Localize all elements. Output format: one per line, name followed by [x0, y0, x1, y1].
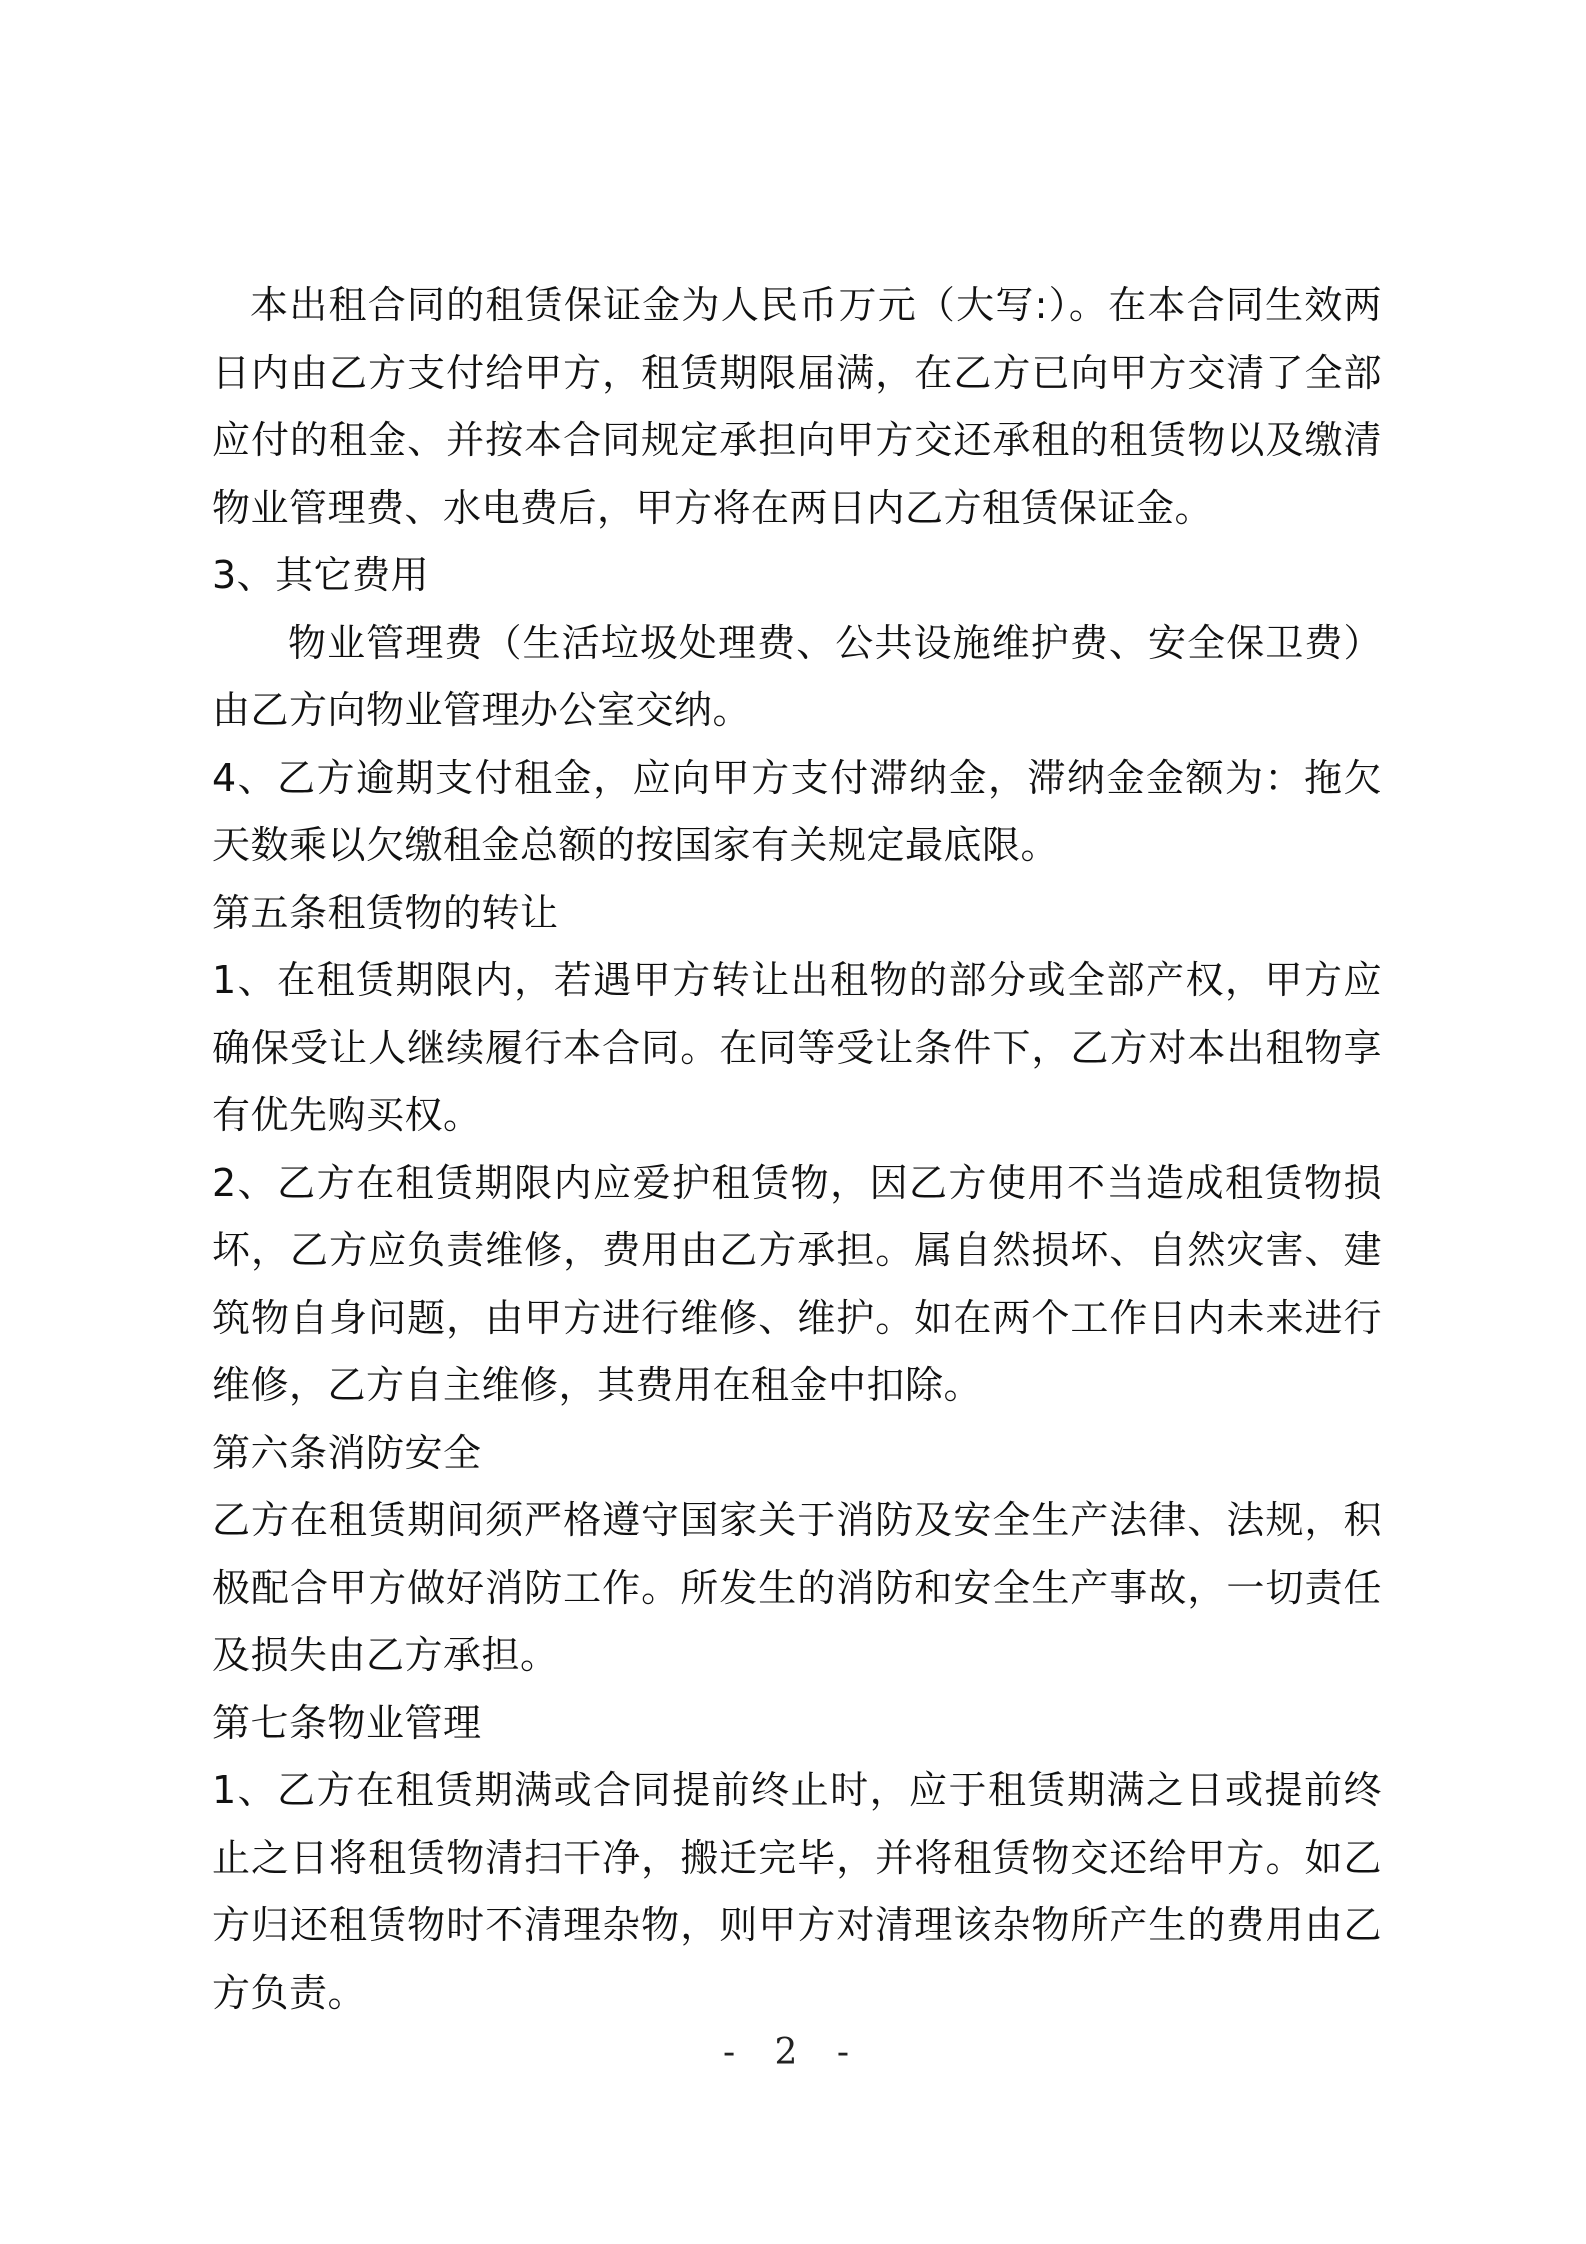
- paragraph-deposit: 本出租合同的租赁保证金为人民币万元（大写:）。在本合同生效两日内由乙方支付给甲方，租赁期限届满，在乙方已向甲方交清了全部应付的租金、并按本合同规定承担向甲方交还承租的租赁物以及缴清物业管理费、水电费后，甲方将在两日内乙方租赁保证金。: [212, 283, 1382, 530]
- paragraph-late-fee: 4、乙方逾期支付租金，应向甲方支付滞纳金，滞纳金金额为：拖欠天数乘以欠缴租金总额的按国家有关规定最底限。: [212, 755, 1382, 867]
- article-heading-5: 第五条租赁物的转让: [212, 890, 559, 935]
- paragraph-article-7-item-1: 1、乙方在租赁期满或合同提前终止时，应于租赁期满之日或提前终止之日将租赁物清扫干净，搬迁完毕，并将租赁物交还给甲方。如乙方归还租赁物时不清理杂物，则甲方对清理该杂物所产生的费用由乙方负责。: [212, 1768, 1382, 2015]
- paragraph-other-fees: 物业管理费（生活垃圾处理费、公共设施维护费、安全保卫费）由乙方向物业管理办公室交纳。: [212, 620, 1382, 732]
- page-number: - 2 -: [722, 2032, 864, 2073]
- article-heading-7: 第七条物业管理: [212, 1700, 482, 1745]
- paragraph-article-5-item-2: 2、乙方在租赁期限内应爱护租赁物，因乙方使用不当造成租赁物损坏，乙方应负责维修，费用由乙方承担。属自然损坏、自然灾害、建筑物自身问题，由甲方进行维修、维护。如在两个工作日内未来进行维修，乙方自主维修，其费用在租金中扣除。: [212, 1160, 1382, 1407]
- paragraph-article-5-item-1: 1、在租赁期限内，若遇甲方转让出租物的部分或全部产权，甲方应确保受让人继续履行本合同。在同等受让条件下，乙方对本出租物享有优先购买权。: [212, 958, 1382, 1137]
- paragraph-article-6: 乙方在租赁期间须严格遵守国家关于消防及安全生产法律、法规，积极配合甲方做好消防工作。所发生的消防和安全生产事故，一切责任及损失由乙方承担。: [212, 1498, 1382, 1677]
- article-heading-6: 第六条消防安全: [212, 1430, 482, 1475]
- section-heading-other-fees: 3、其它费用: [212, 553, 430, 597]
- document-body: [212, 272, 1382, 2027]
